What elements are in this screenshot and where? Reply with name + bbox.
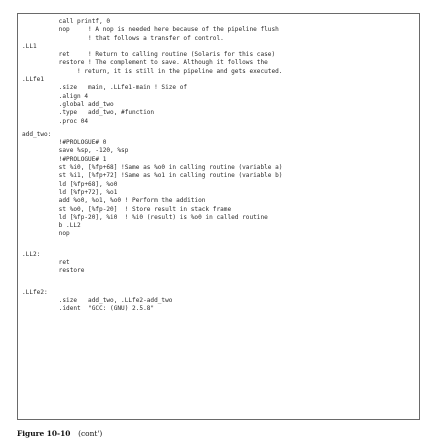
code-line: save %sp, -120, %sp	[22, 147, 129, 155]
code-line: .size add_two, .LLfe2-add_two	[22, 296, 173, 304]
code-line: .LLfe2:	[22, 288, 48, 296]
code-line: .align 4	[22, 92, 89, 100]
code-line: ! return, it is still in the pipeline and gets executed.	[22, 67, 283, 75]
code-listing	[22, 18, 417, 314]
code-line: .proc 04	[22, 117, 89, 125]
code-line: .type add_two, #function	[22, 109, 155, 117]
code-line: .LL2:	[22, 250, 41, 258]
code-line: st %i1, [%fp+72] !Same as %o1 in calling routine (variable b)	[22, 172, 283, 180]
code-line: b .LL2	[22, 222, 81, 230]
code-line: !#PROLOGUE# 1	[22, 155, 107, 163]
code-line: ld [%fp+72], %o1	[22, 188, 118, 196]
code-line: nop ! A nop is needed here because of the pipeline flush	[22, 26, 279, 34]
code-line: .LLfe1	[22, 76, 45, 84]
code-line: .LL1	[22, 42, 37, 50]
code-line: .global add_two	[22, 100, 114, 108]
code-line: ! that follows a transfer of control.	[22, 34, 224, 42]
code-line: ld [%fp+68], %o0	[22, 180, 118, 188]
code-line: ret ! Return to calling routine (Solaris for this case)	[22, 51, 276, 59]
code-line: nop	[22, 230, 70, 238]
code-line: add_two:	[22, 130, 52, 138]
code-line: call printf, 0	[22, 18, 111, 25]
code-line: ld [%fp-20], %i0 ! %i0 (result) is %o0 in called routine	[22, 213, 268, 221]
code-listing-frame	[17, 13, 420, 420]
code-line: st %o0, [%fp-20] ! Store result in stack frame	[22, 205, 232, 213]
figure-label: Figure 10-10	[17, 429, 71, 438]
figure-note: (cont')	[78, 429, 103, 438]
code-line: !#PROLOGUE# 0	[22, 139, 107, 147]
code-line: .ident "GCC: (GNU) 2.5.8"	[22, 305, 155, 313]
code-line: .size main, .LLfe1-main ! Size of	[22, 84, 188, 92]
code-line: add %o0, %o1, %o0 ! Perform the addition	[22, 197, 206, 205]
code-line: restore ! The complement to save. Although it follows the	[22, 59, 268, 67]
code-line: ret	[22, 259, 70, 267]
code-line: restore	[22, 267, 85, 275]
code-line: st %i0, [%fp+68] !Same as %o0 in calling routine (variable a)	[22, 164, 283, 172]
figure-caption	[17, 429, 102, 438]
